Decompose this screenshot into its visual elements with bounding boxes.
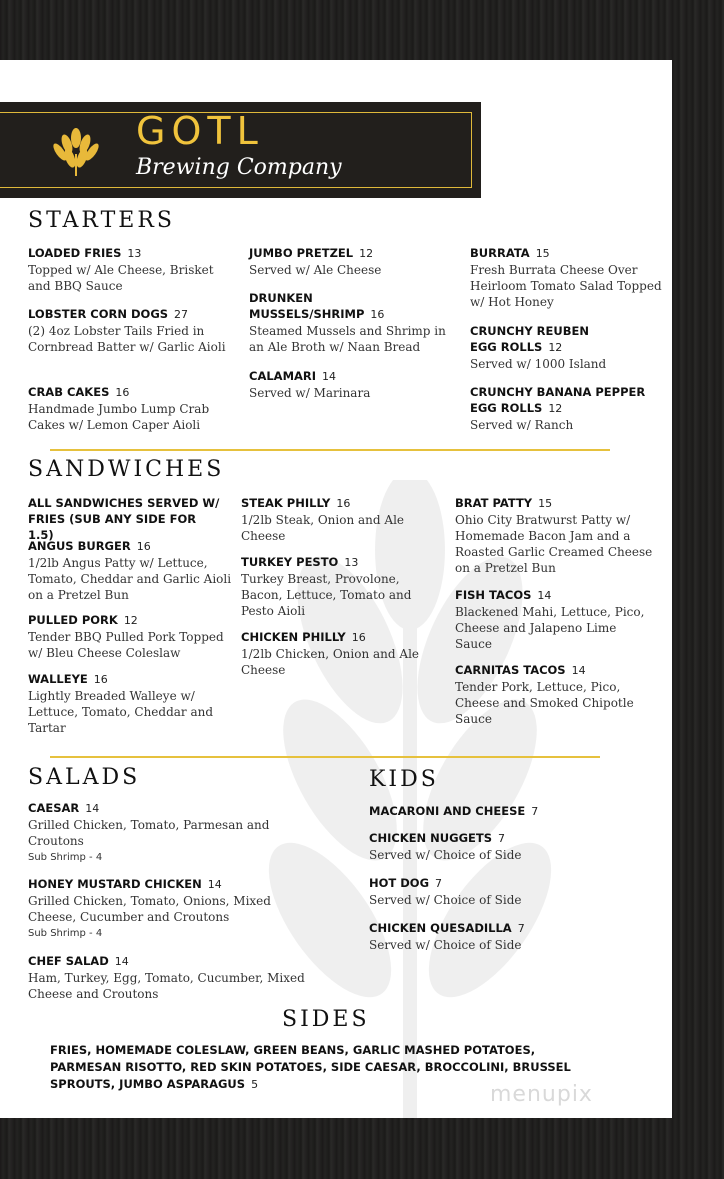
item-price: 27 bbox=[174, 308, 189, 321]
item-description: Blackened Mahi, Lettuce, Pico, Cheese and Jalapeno Lime Sauce bbox=[455, 605, 645, 651]
item-description: Served w/ Marinara bbox=[249, 386, 371, 400]
menu-item bbox=[241, 629, 426, 678]
menu-item bbox=[28, 953, 318, 1002]
item-name: CHICKEN QUESADILLA bbox=[369, 921, 512, 935]
section-title-sides: SIDES bbox=[282, 1007, 370, 1032]
item-name: CALAMARI bbox=[249, 369, 317, 383]
item-price: 7 bbox=[498, 832, 506, 845]
item-price: 16 bbox=[136, 540, 151, 553]
menu-item bbox=[455, 662, 650, 727]
item-price: 14 bbox=[571, 664, 586, 677]
menu-item bbox=[241, 495, 421, 544]
watermark-logo: menupix bbox=[490, 1082, 593, 1107]
item-name: FISH TACOS bbox=[455, 588, 532, 602]
item-description: Served w/ Choice of Side bbox=[369, 938, 522, 952]
item-description: Turkey Breast, Provolone, Bacon, Lettuce, Tomato and Pesto Aioli bbox=[241, 572, 412, 618]
item-description: Tender BBQ Pulled Pork Topped w/ Bleu Cheese Coleslaw bbox=[28, 630, 224, 660]
section-title-kids: KIDS bbox=[369, 767, 439, 792]
item-name: CARNITAS TACOS bbox=[455, 663, 566, 677]
item-price: 7 bbox=[517, 922, 525, 935]
item-name: HONEY MUSTARD CHICKEN bbox=[28, 877, 202, 891]
menu-item bbox=[470, 384, 660, 433]
item-name: CRUNCHY REUBEN EGG ROLLS bbox=[470, 324, 589, 354]
item-name: LOADED FRIES bbox=[28, 246, 122, 260]
item-name: BURRATA bbox=[470, 246, 530, 260]
item-name: PULLED PORK bbox=[28, 613, 118, 627]
item-name: BRAT PATTY bbox=[455, 496, 533, 510]
item-name: STEAK PHILLY bbox=[241, 496, 331, 510]
item-description: 1/2lb Angus Patty w/ Lettuce, Tomato, Cheddar and Garlic Aioli on a Pretzel Bun bbox=[28, 556, 232, 602]
menu-item bbox=[470, 323, 660, 372]
item-note: Sub Shrimp - 4 bbox=[28, 928, 103, 939]
item-price: 15 bbox=[535, 247, 550, 260]
item-price: 16 bbox=[115, 386, 130, 399]
menu-item bbox=[470, 245, 665, 310]
menu-item bbox=[28, 245, 233, 294]
item-price: 12 bbox=[548, 341, 563, 354]
section-divider bbox=[50, 449, 610, 451]
item-description: Served w/ Choice of Side bbox=[369, 848, 522, 862]
wheat-logo-icon bbox=[50, 124, 102, 178]
menu-item bbox=[369, 830, 629, 863]
item-name: CHICKEN PHILLY bbox=[241, 630, 346, 644]
menu-item bbox=[369, 875, 629, 908]
item-price: 14 bbox=[537, 589, 552, 602]
item-description: Ham, Turkey, Egg, Tomato, Cucumber, Mixed Cheese and Croutons bbox=[28, 971, 305, 1001]
sides-items: FRIES, HOMEMADE COLESLAW, GREEN BEANS, GARLIC MASHED POTATOES, PARMESAN RISOTTO, RED SKIN POTATOES, SIDE CAESAR, BROCCOLINI, BRUSSEL SPROUTS, JUMBO ASPARAGUS bbox=[50, 1043, 571, 1091]
item-description: Tender Pork, Lettuce, Pico, Cheese and Smoked Chipotle Sauce bbox=[455, 680, 634, 726]
item-price: 7 bbox=[531, 805, 539, 818]
item-price: 14 bbox=[322, 370, 337, 383]
item-description: Served w/ Ale Cheese bbox=[249, 263, 382, 277]
item-price: 16 bbox=[351, 631, 366, 644]
item-price: 13 bbox=[127, 247, 142, 260]
menu-item bbox=[28, 384, 233, 433]
item-description: Lightly Breaded Walleye w/ Lettuce, Tomato, Cheddar and Tartar bbox=[28, 689, 214, 735]
menu-item bbox=[369, 803, 629, 820]
item-description: Served w/ Choice of Side bbox=[369, 893, 522, 907]
sandwiches-note bbox=[28, 495, 223, 543]
item-price: 14 bbox=[85, 802, 100, 815]
item-price: 13 bbox=[344, 556, 359, 569]
section-divider bbox=[50, 756, 600, 758]
item-name: JUMBO PRETZEL bbox=[249, 246, 354, 260]
item-description: 1/2lb Chicken, Onion and Ale Cheese bbox=[241, 647, 420, 677]
menu-item bbox=[249, 245, 454, 278]
menu-item bbox=[28, 800, 293, 865]
brand-name: GOTL bbox=[136, 109, 264, 153]
item-description: Handmade Jumbo Lump Crab Cakes w/ Lemon Caper Aioli bbox=[28, 402, 210, 432]
item-name: CRUNCHY BANANA PEPPER EGG ROLLS bbox=[470, 385, 646, 415]
item-name: CAESAR bbox=[28, 801, 80, 815]
item-name: HOT DOG bbox=[369, 876, 430, 890]
item-name: CRAB CAKES bbox=[28, 385, 110, 399]
item-price: 16 bbox=[336, 497, 351, 510]
menu-item bbox=[28, 612, 233, 661]
menu-item bbox=[455, 587, 650, 652]
item-price: 14 bbox=[207, 878, 222, 891]
item-price: 16 bbox=[93, 673, 108, 686]
item-description: Served w/ Ranch bbox=[470, 418, 574, 432]
item-name: ANGUS BURGER bbox=[28, 539, 131, 553]
item-price: 12 bbox=[359, 247, 374, 260]
item-description: Ohio City Bratwurst Patty w/ Homemade Bacon Jam and a Roasted Garlic Creamed Cheese on a Pretzel Bun bbox=[455, 513, 653, 575]
menu-item bbox=[249, 290, 449, 355]
item-price: 7 bbox=[435, 877, 443, 890]
item-description: Steamed Mussels and Shrimp in an Ale Broth w/ Naan Bread bbox=[249, 324, 446, 354]
section-title-sandwiches: SANDWICHES bbox=[28, 457, 225, 482]
item-price: 14 bbox=[114, 955, 129, 968]
menu-item bbox=[28, 671, 218, 736]
menu-item bbox=[249, 368, 454, 401]
item-note: Sub Shrimp - 4 bbox=[28, 852, 103, 863]
item-name: MACARONI AND CHEESE bbox=[369, 804, 526, 818]
item-name: CHEF SALAD bbox=[28, 954, 109, 968]
item-price: 16 bbox=[370, 308, 385, 321]
menu-item bbox=[369, 920, 629, 953]
section-title-starters: STARTERS bbox=[28, 208, 175, 233]
item-name: WALLEYE bbox=[28, 672, 88, 686]
item-description: Grilled Chicken, Tomato, Onions, Mixed Cheese, Cucumber and Croutons bbox=[28, 894, 271, 924]
sides-price: 5 bbox=[251, 1078, 259, 1091]
section-title-salads: SALADS bbox=[28, 765, 141, 790]
item-price: 12 bbox=[548, 402, 563, 415]
item-description: 1/2lb Steak, Onion and Ale Cheese bbox=[241, 513, 405, 543]
menu-item bbox=[455, 495, 655, 576]
menu-item bbox=[241, 554, 421, 619]
menu-item bbox=[28, 538, 233, 603]
item-name: CHICKEN NUGGETS bbox=[369, 831, 493, 845]
menu-item bbox=[28, 306, 233, 355]
item-price: 12 bbox=[123, 614, 138, 627]
note-text: ALL SANDWICHES SERVED W/ FRIES (SUB ANY SIDE FOR 1.5) bbox=[28, 496, 220, 542]
item-price: 15 bbox=[538, 497, 553, 510]
item-description: Served w/ 1000 Island bbox=[470, 357, 607, 371]
item-description: Topped w/ Ale Cheese, Brisket and BBQ Sauce bbox=[28, 263, 214, 293]
item-name: TURKEY PESTO bbox=[241, 555, 339, 569]
brand-subtitle: Brewing Company bbox=[136, 155, 342, 180]
item-description: (2) 4oz Lobster Tails Fried in Cornbread Batter w/ Garlic Aioli bbox=[28, 324, 226, 354]
menu-item bbox=[28, 876, 293, 941]
item-description: Grilled Chicken, Tomato, Parmesan and Croutons bbox=[28, 818, 270, 848]
item-description: Fresh Burrata Cheese Over Heirloom Tomato Salad Topped w/ Hot Honey bbox=[470, 263, 662, 309]
item-name: LOBSTER CORN DOGS bbox=[28, 307, 169, 321]
item-name: DRUNKEN MUSSELS/SHRIMP bbox=[249, 291, 365, 321]
